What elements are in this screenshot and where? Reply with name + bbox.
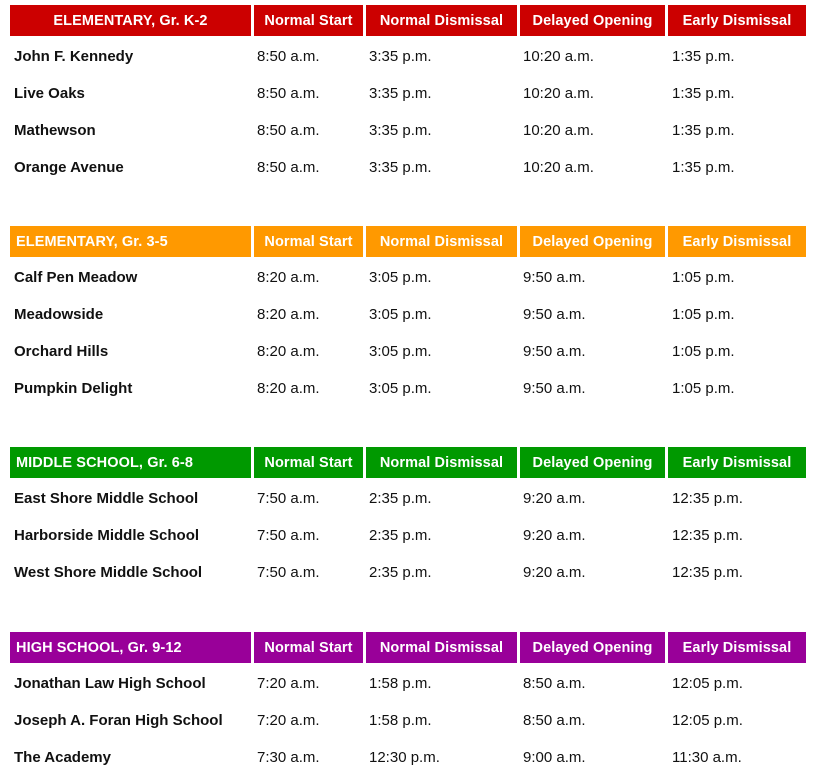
time-cell: 9:20 a.m.: [523, 490, 586, 507]
time-cell: 8:20 a.m.: [257, 306, 320, 323]
time-cell: 7:50 a.m.: [257, 564, 320, 581]
time-cell: 3:35 p.m.: [369, 122, 432, 139]
time-cell: 9:50 a.m.: [523, 380, 586, 397]
time-cell: 11:30 a.m.: [672, 749, 742, 766]
time-cell: 1:05 p.m.: [672, 306, 735, 323]
column-header: Normal Start: [254, 226, 363, 257]
time-cell: 1:35 p.m.: [672, 85, 735, 102]
time-cell: 12:30 p.m.: [369, 749, 440, 766]
table-row: [0, 112, 820, 149]
time-cell: 12:05 p.m.: [672, 675, 743, 692]
time-cell: 3:35 p.m.: [369, 159, 432, 176]
time-cell: 9:20 a.m.: [523, 564, 586, 581]
time-cell: 9:00 a.m.: [523, 749, 586, 766]
time-cell: 8:50 a.m.: [523, 712, 586, 729]
table-row: [0, 149, 820, 186]
column-header: Delayed Opening: [520, 632, 665, 663]
time-cell: 3:05 p.m.: [369, 343, 432, 360]
column-header: Early Dismissal: [668, 226, 806, 257]
time-cell: 2:35 p.m.: [369, 527, 432, 544]
time-cell: 8:20 a.m.: [257, 343, 320, 360]
column-header: Early Dismissal: [668, 447, 806, 478]
school-name: East Shore Middle School: [14, 490, 199, 507]
time-cell: 1:35 p.m.: [672, 159, 735, 176]
time-cell: 1:35 p.m.: [672, 48, 735, 65]
school-name: Pumpkin Delight: [14, 380, 133, 397]
time-cell: 7:50 a.m.: [257, 527, 320, 544]
column-header: Normal Dismissal: [366, 632, 517, 663]
time-cell: 2:35 p.m.: [369, 564, 432, 581]
time-cell: 3:05 p.m.: [369, 269, 432, 286]
time-cell: 9:50 a.m.: [523, 269, 586, 286]
table-row: [0, 333, 820, 370]
time-cell: 12:35 p.m.: [672, 564, 743, 581]
table-row: [0, 739, 820, 776]
school-name: John F. Kennedy: [14, 48, 134, 65]
school-name: Orange Avenue: [14, 159, 124, 176]
time-cell: 9:20 a.m.: [523, 527, 586, 544]
time-cell: 10:20 a.m.: [523, 48, 594, 65]
time-cell: 7:20 a.m.: [257, 675, 320, 692]
time-cell: 1:35 p.m.: [672, 122, 735, 139]
time-cell: 3:35 p.m.: [369, 85, 432, 102]
column-header: Normal Dismissal: [366, 226, 517, 257]
time-cell: 1:05 p.m.: [672, 343, 735, 360]
column-header: Delayed Opening: [520, 5, 665, 36]
section-title: ELEMENTARY, Gr. 3-5: [10, 226, 251, 257]
time-cell: 8:50 a.m.: [523, 675, 586, 692]
column-header: Early Dismissal: [668, 632, 806, 663]
table-row: [0, 480, 820, 517]
column-header: Normal Dismissal: [366, 5, 517, 36]
time-cell: 10:20 a.m.: [523, 85, 594, 102]
time-cell: 8:20 a.m.: [257, 269, 320, 286]
time-cell: 3:05 p.m.: [369, 306, 432, 323]
time-cell: 1:58 p.m.: [369, 675, 432, 692]
section-title: MIDDLE SCHOOL, Gr. 6-8: [10, 447, 251, 478]
time-cell: 8:50 a.m.: [257, 85, 320, 102]
time-cell: 8:20 a.m.: [257, 380, 320, 397]
time-cell: 8:50 a.m.: [257, 122, 320, 139]
time-cell: 12:35 p.m.: [672, 527, 743, 544]
time-cell: 7:30 a.m.: [257, 749, 320, 766]
time-cell: 7:50 a.m.: [257, 490, 320, 507]
time-cell: 1:05 p.m.: [672, 269, 735, 286]
table-row: [0, 296, 820, 333]
school-name: The Academy: [14, 749, 111, 766]
school-name: Meadowside: [14, 306, 104, 323]
time-cell: 9:50 a.m.: [523, 306, 586, 323]
time-cell: 3:05 p.m.: [369, 380, 432, 397]
table-row: [0, 75, 820, 112]
time-cell: 3:35 p.m.: [369, 48, 432, 65]
school-name: Joseph A. Foran High School: [14, 712, 223, 729]
time-cell: 8:50 a.m.: [257, 159, 320, 176]
table-row: [0, 702, 820, 739]
column-header: Normal Start: [254, 5, 363, 36]
time-cell: 10:20 a.m.: [523, 159, 594, 176]
time-cell: 1:05 p.m.: [672, 380, 735, 397]
column-header: Normal Start: [254, 447, 363, 478]
column-header: Delayed Opening: [520, 226, 665, 257]
time-cell: 9:50 a.m.: [523, 343, 586, 360]
school-name: Calf Pen Meadow: [14, 269, 138, 286]
column-header: Delayed Opening: [520, 447, 665, 478]
table-row: [0, 259, 820, 296]
time-cell: 12:05 p.m.: [672, 712, 743, 729]
table-row: [0, 554, 820, 591]
school-name: Live Oaks: [14, 85, 85, 102]
time-cell: 1:58 p.m.: [369, 712, 432, 729]
time-cell: 10:20 a.m.: [523, 122, 594, 139]
school-name: Jonathan Law High School: [14, 675, 206, 692]
table-row: [0, 517, 820, 554]
school-name: Mathewson: [14, 122, 96, 139]
column-header: Early Dismissal: [668, 5, 806, 36]
section-title: ELEMENTARY, Gr. K-2: [10, 5, 251, 36]
school-name: West Shore Middle School: [14, 564, 203, 581]
column-header: Normal Dismissal: [366, 447, 517, 478]
time-cell: 2:35 p.m.: [369, 490, 432, 507]
table-row: [0, 665, 820, 702]
school-name: Orchard Hills: [14, 343, 109, 360]
time-cell: 12:35 p.m.: [672, 490, 743, 507]
table-row: [0, 370, 820, 407]
column-header: Normal Start: [254, 632, 363, 663]
time-cell: 7:20 a.m.: [257, 712, 320, 729]
section-title: HIGH SCHOOL, Gr. 9-12: [10, 632, 251, 663]
school-name: Harborside Middle School: [14, 527, 200, 544]
time-cell: 8:50 a.m.: [257, 48, 320, 65]
table-row: [0, 38, 820, 75]
